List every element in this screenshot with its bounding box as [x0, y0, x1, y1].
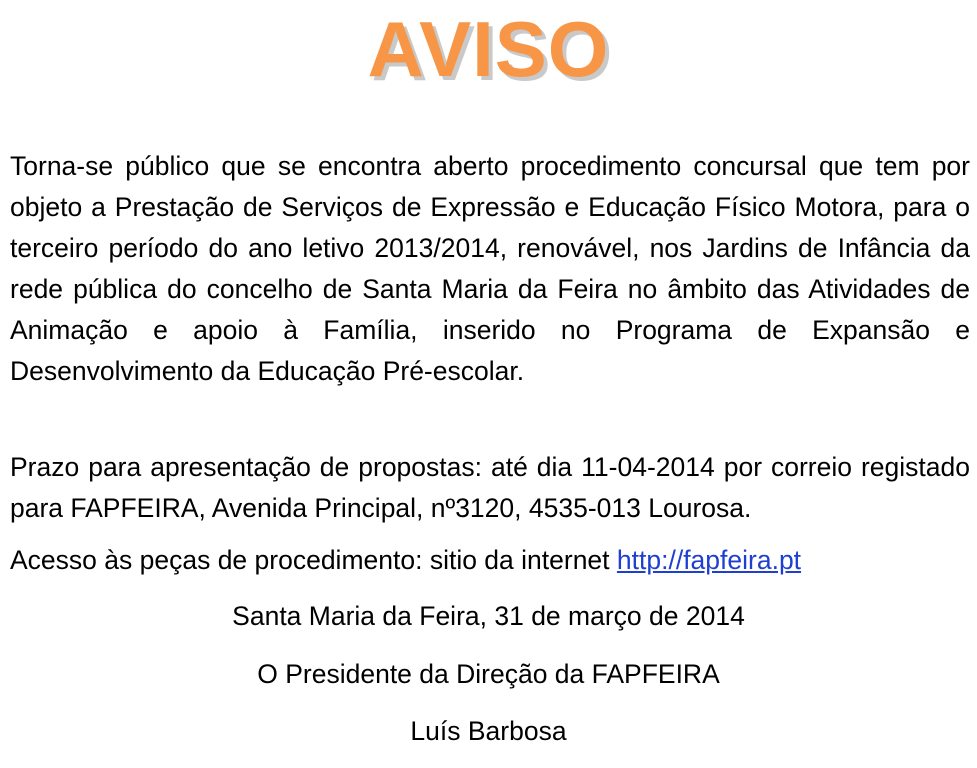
notice-title: AVISO [367, 5, 610, 93]
fapfeira-website-link[interactable]: http://fapfeira.pt [616, 545, 802, 575]
signatory-role: O Presidente da Direção da FAPFEIRA [257, 659, 720, 689]
place-date: Santa Maria da Feira, 31 de março de 2014 [232, 601, 745, 631]
notice-paragraph-announcement: Torna-se público que se encontra aberto procedimento concursal que tem por objeto a Prestação de Serviços de Expressão e Educação Físico Motora, para o terceiro período do ano letivo 2013/2014, renovável, nos Jardins de Infância da rede pública do concelho de Santa Maria da Feira no âmbito das Atividades de Animação e apoio à Família, inserido no Programa de Expansão e Desenvolvimento da Educação Pré-escolar. [10, 151, 970, 386]
notice-paragraph-deadline: Prazo para apresentação de propostas: até dia 11-04-2014 por correio registado para FAPFEIRA, Avenida Principal, nº3120, 4535-013 Lourosa. [10, 452, 970, 523]
signatory-name: Luís Barbosa [410, 716, 567, 746]
notice-paragraph-access [10, 540, 970, 581]
access-text: Acesso às peças de procedimento: sitio da internet [10, 545, 617, 575]
